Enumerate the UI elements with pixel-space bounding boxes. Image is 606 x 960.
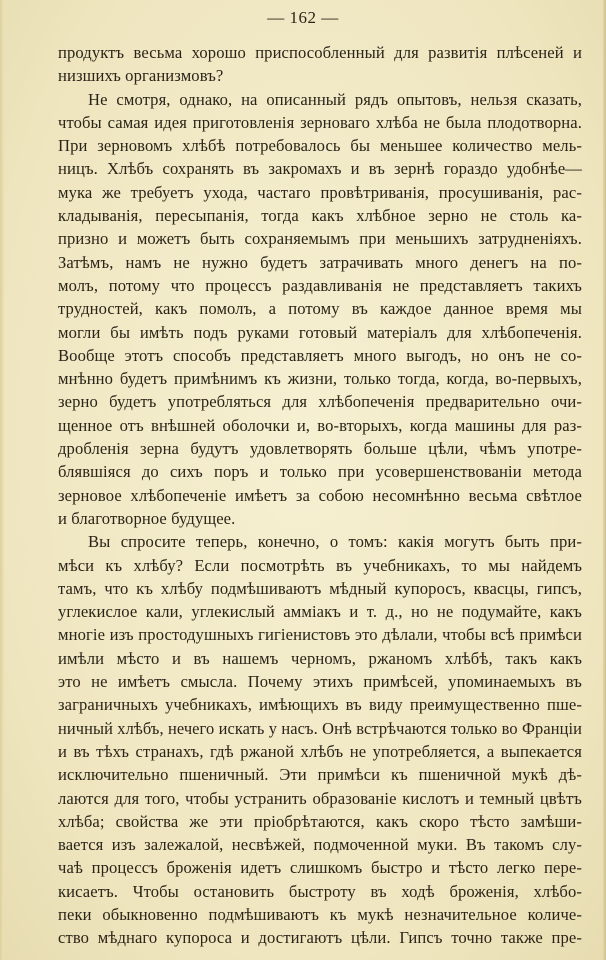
text-line: ство мѣднаго купороса и достигаютъ цѣли. Гипсъ точно также пре-	[58, 928, 582, 948]
text-line: ничный хлѣбъ, нечего искать у насъ. Онѣ встрѣчаются только во Франціи	[58, 718, 582, 738]
text-line: молъ, потому что процессъ раздавливанія не представляетъ такихъ	[58, 275, 582, 295]
text-line: щенное отъ внѣшней оболочки и, во-вторыхъ, когда машины для раз-	[58, 415, 582, 435]
text-line: хлѣба; свойства же эти пріобрѣтаются, какъ скоро тѣсто замѣши-	[58, 811, 582, 831]
text-line: ницъ. Хлѣбъ сохранять въ закромахъ и въ зернѣ гораздо удобнѣе—	[58, 159, 582, 179]
body-text	[58, 41, 582, 950]
text-line: низшихъ организмовъ?	[58, 66, 224, 86]
text-line: мука же требуетъ ухода, частаго провѣтриванія, просушиванія, рас-	[58, 182, 582, 202]
text-line: это не имѣетъ смысла. Почему этихъ примѣсей, упоминаемыхъ въ	[58, 672, 582, 692]
text-line: мѣси къ хлѣбу? Если посмотрѣть въ учебникахъ, то мы найдемъ	[58, 555, 582, 575]
text-line: продуктъ весьма хорошо приспособленный для развитія плѣсеней и	[58, 43, 582, 62]
text-line: призно и можетъ быть сохраняемымъ при меньшихъ затрудненіяхъ.	[58, 229, 582, 249]
text-line: лаются для того, чтобы устранить образованіе кислотъ и темный цвѣтъ	[58, 788, 582, 808]
text-line: При зерновомъ хлѣбѣ потребовалось бы меньшее количество мель-	[58, 136, 582, 156]
text-line: дробленія зерна будутъ удовлетворять больше цѣли, чѣмъ употре-	[58, 439, 582, 459]
text-line: тамъ, что къ хлѣбу подмѣшиваютъ мѣдный купоросъ, квасцы, гипсъ,	[58, 578, 582, 598]
text-line: Вы спросите теперь, конечно, о томъ: какія могутъ быть при-	[88, 532, 582, 552]
text-line: Не смотря, однако, на описанный рядъ опытовъ, нельзя сказать,	[88, 89, 582, 109]
text-line: кисаетъ. Чтобы остановить быстроту въ ходѣ броженія, хлѣбо-	[58, 881, 582, 901]
text-line: многіе изъ простодушныхъ гигіенистовъ это дѣлали, чтобы всѣ примѣси	[58, 625, 582, 645]
text-line: блявшіяся до сихъ поръ и только при усовершенствованіи метода	[58, 462, 582, 482]
text-line: Вообще этотъ способъ представляетъ много выгодъ, но онъ не со-	[58, 345, 582, 365]
text-line: мнѣнно будетъ примѣнимъ къ жизни, только тогда, когда, во-первыхъ,	[58, 369, 582, 389]
text-line: заграничныхъ учебникахъ, имѣющихъ въ виду преимущественно пше-	[58, 695, 582, 715]
text-line: зерно будетъ употребляться для хлѣбопеченія предварительно очи-	[58, 392, 582, 412]
text-line: чаѣ процессъ броженія идетъ слишкомъ быстро и тѣсто легко пере-	[58, 858, 582, 878]
text-line: и въ тѣхъ странахъ, гдѣ ржаной хлѣбъ не употребляется, а выпекается	[58, 741, 582, 761]
text-line: имѣли мѣсто и въ нашемъ черномъ, ржаномъ хлѣбѣ, такъ какъ	[58, 648, 582, 668]
text-line: зерновое хлѣбопеченіе имѣетъ за собою несомнѣнно весьма свѣтлое	[58, 485, 582, 505]
text-line: пеки обыкновенно подмѣшиваютъ къ мукѣ незначительное количе-	[58, 904, 582, 924]
text-line: чтобы самая идея приготовленія зерноваго хлѣба не была плодотворна.	[58, 112, 582, 132]
scan-edge-left	[0, 0, 4, 960]
text-line: исключительно пшеничный. Эти примѣси къ пшеничной мукѣ дѣ-	[58, 765, 582, 785]
text-line: углекислое кали, углекислый аммiакъ и т. д., но не подумайте, какъ	[58, 602, 582, 622]
text-line: трудностей, какъ помолъ, а потому въ каждое данное время мы	[58, 299, 582, 319]
text-line: и благотворное будущее.	[58, 508, 236, 528]
text-line: могли бы имѣть подъ руками готовый матеріалъ для хлѣбопеченія.	[58, 322, 582, 342]
text-line: вается изъ залежалой, несвѣжей, подмоченной муки. Въ такомъ слу-	[58, 835, 582, 855]
page-number: — 162 —	[267, 8, 339, 27]
text-line: кладыванія, пересыпанія, тогда какъ хлѣбное зерно не столь ка-	[58, 206, 582, 226]
text-line: Затѣмъ, намъ не нужно будетъ затрачивать много денегъ на по-	[58, 252, 582, 272]
